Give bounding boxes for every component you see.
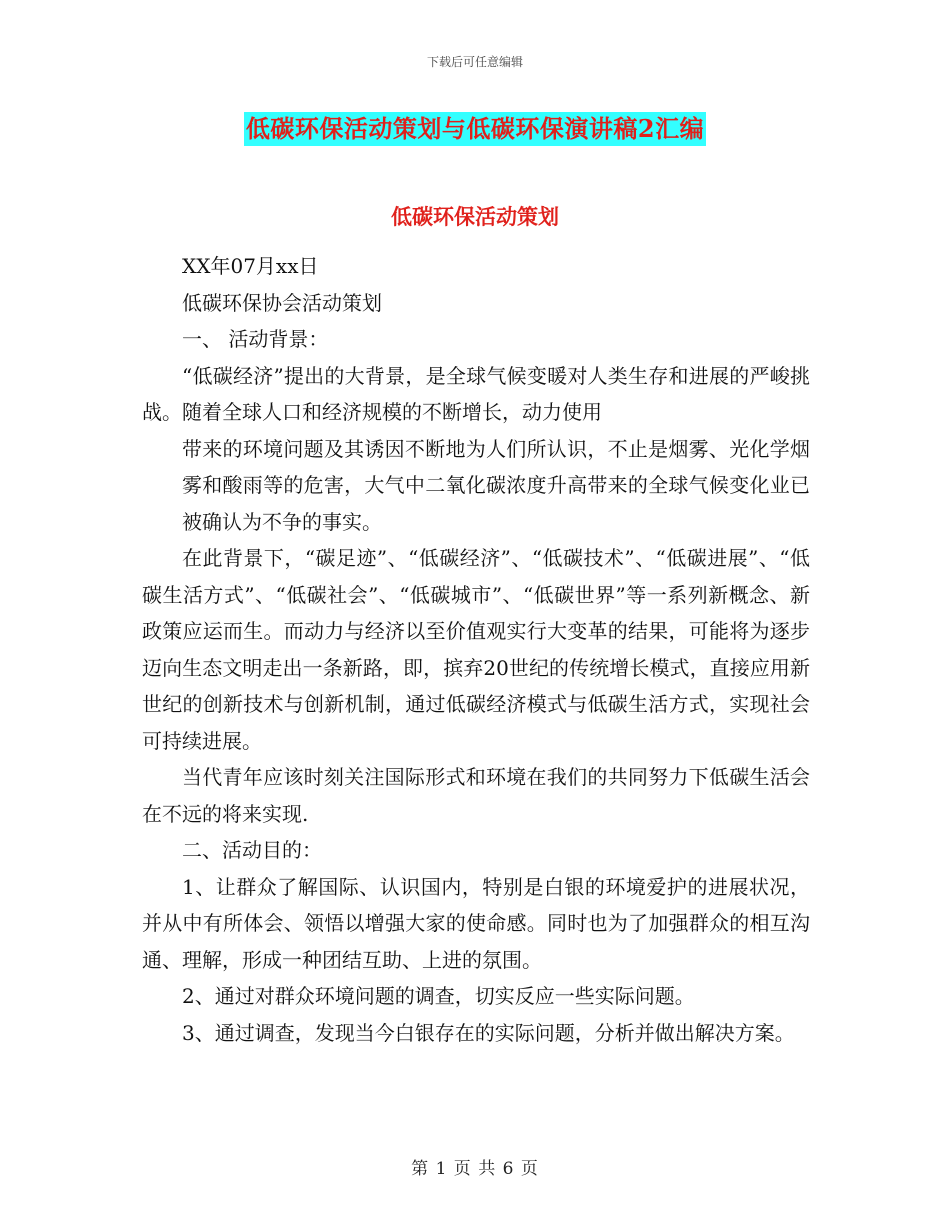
document-title-text: 低碳环保活动策划与低碳环保演讲稿2汇编 xyxy=(244,112,706,146)
list-item: 2、通过对群众环境问题的调查，切实反应一些实际问题。 xyxy=(182,984,695,1008)
list-item: 3、通过调查，发现当今白银存在的实际问题，分析并做出解决方案。 xyxy=(182,1020,795,1045)
paragraph-background-3: 在此背景下，“碳足迹”、“低碳经济”、“低碳技术”、“低碳进展”、“低碳生活方式”、“低碳社会”、“低碳城市”、“低碳世界”等一系列新概念、新政策应运而生。而动力与经济以至价值观实行大变革的结果，可能将为逐步迈向生态文明走出一条新路，即，摈弃20世纪的传统增长模式，直接应用新世纪的创新技术与创新机制，通过低碳经济模式与低碳生活方式，实现社会可持续进展。 xyxy=(142,546,810,753)
date-line: XX年07月xx日 xyxy=(182,254,319,278)
document-title xyxy=(0,112,950,146)
list-item: 1、让群众了解国际、认识国内，特别是白银的环境爱护的进展状况，并从中有所体会、领悟以增强大家的使命感。同时也为了加强群众的相互沟通、理解，形成一种团结互助、上进的氛围。 xyxy=(142,874,810,972)
paragraph-association: 低碳环保协会活动策划 xyxy=(182,290,382,315)
paragraph-background-1: “低碳经济”提出的大背景，是全球气候变暖对人类生存和进展的严峻挑战。随着全球人口和经济规模的不断增长，动力使用 xyxy=(142,363,810,424)
heading-purpose: 二、活动目的： xyxy=(182,838,322,862)
section-title: 低碳环保活动策划 xyxy=(391,204,559,229)
heading-background: 一、 活动背景： xyxy=(182,327,329,351)
paragraph-background-4: 当代青年应该时刻关注国际形式和环境在我们的共同努力下低碳生活会在不远的将来实现. xyxy=(142,765,810,826)
document-body xyxy=(142,248,810,1051)
page-number: 第 1 页 共 6 页 xyxy=(411,1159,539,1179)
header-note: 下载后可任意编辑 xyxy=(426,55,523,69)
paragraph-background-2: 带来的环境问题及其诱因不断地为人们所认识，不止是烟雾、光化学烟雾和酸雨等的危害，大气中二氧化碳浓度升高带来的全球气候变化业已被确认为不争的事实。 xyxy=(182,436,810,534)
